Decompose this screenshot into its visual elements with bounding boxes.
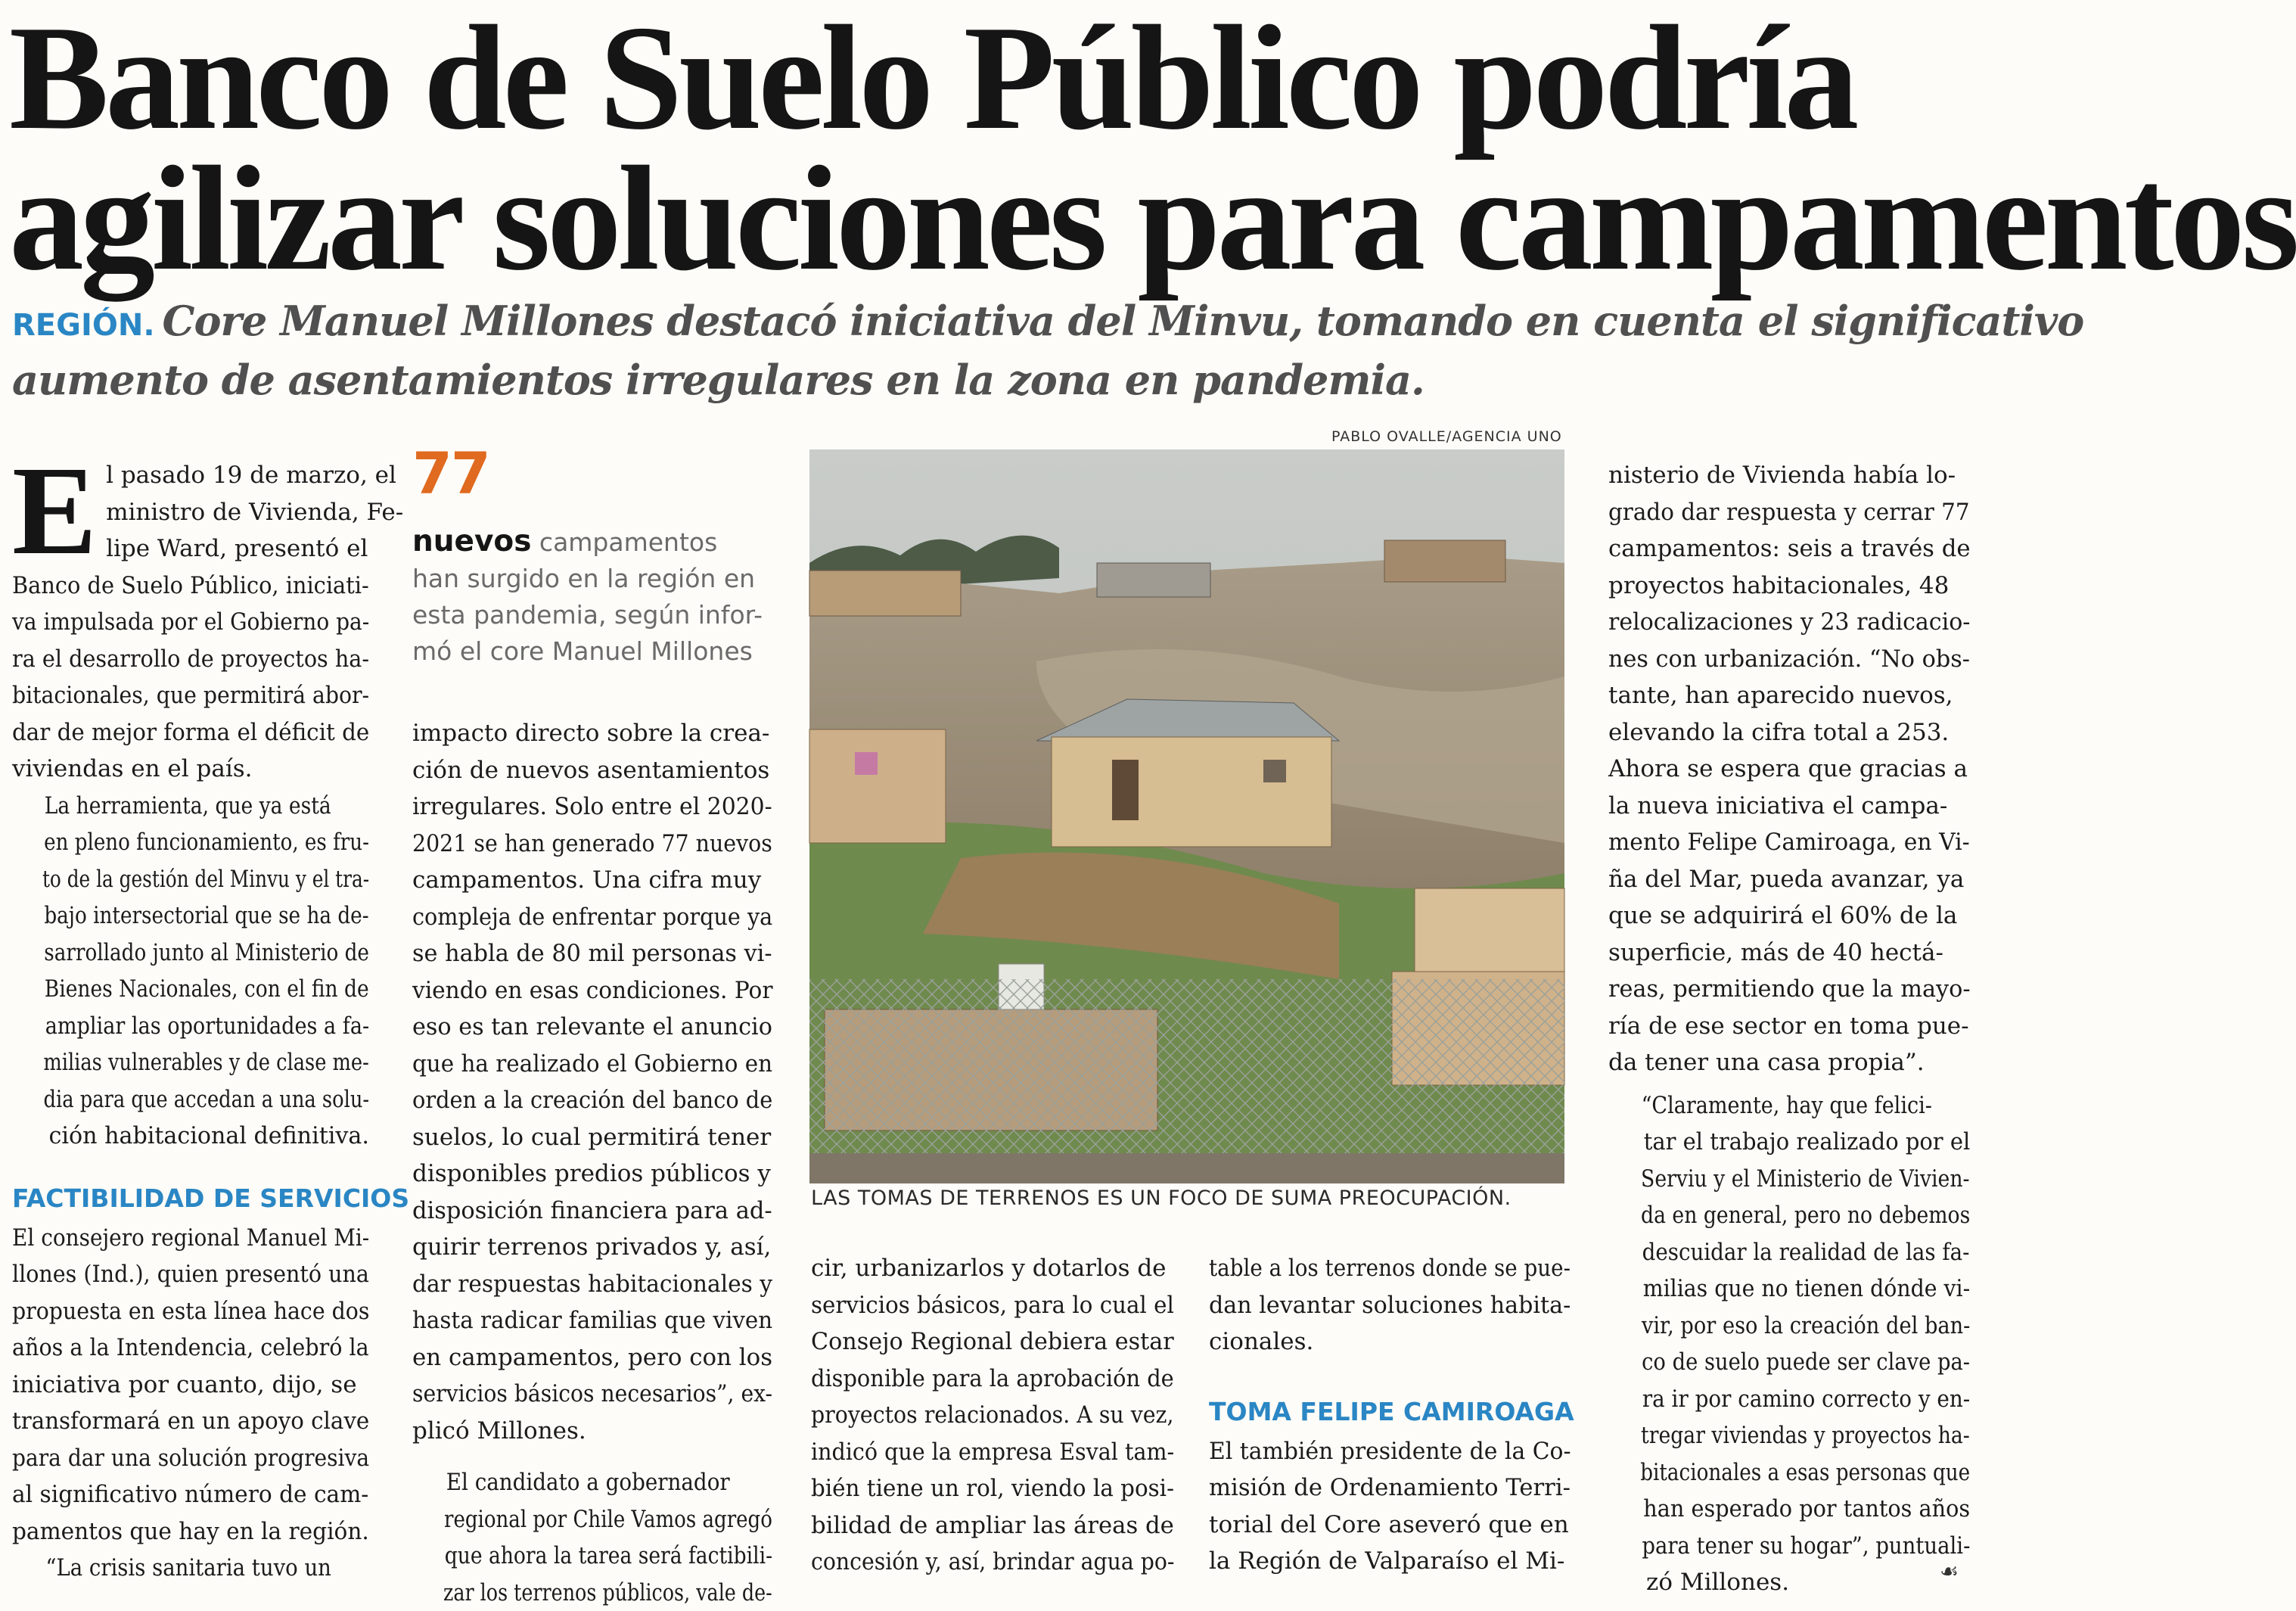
text-line: ra el desarrollo de proyectos ha- [12, 641, 342, 678]
text-line: disponible para la aprobación de [811, 1361, 1148, 1398]
text-line: bilidad de ampliar las áreas de [811, 1507, 1170, 1544]
text-line: ción habitacional definitiva. [12, 1118, 359, 1155]
text-line: torial del Core aseveró que en [1209, 1507, 1571, 1544]
column-2 [412, 715, 772, 1611]
stat-text [412, 524, 775, 670]
text-line: Banco de Suelo Público, iniciati- [12, 568, 343, 605]
stat-line-4: mó el core Manuel Millones [412, 633, 775, 670]
col4-paragraph-2 [1209, 1433, 1571, 1580]
text-line: mento Felipe Camiroaga, en Vi- [1608, 824, 1956, 861]
text-line: bitacionales a esas personas que [1608, 1454, 1914, 1491]
col2-paragraph-2 [412, 1464, 772, 1611]
text-line: “La crisis sanitaria tuvo un [12, 1550, 329, 1587]
text-line: da tener una casa propia”. [1608, 1044, 1970, 1081]
text-line: Bienes Nacionales, con el fin de [12, 971, 318, 1008]
text-line: to de la gestión del Minvu y el tra- [12, 861, 297, 898]
photo-cabin-top-right [1384, 540, 1505, 582]
text-line: relocalizaciones y 23 radicacio- [1608, 604, 1959, 641]
text-line: regional por Chile Vamos agregó [412, 1501, 715, 1538]
text-line: han esperado por tantos años [1608, 1491, 1943, 1528]
text-line: nes con urbanización. “No obs- [1608, 641, 1962, 678]
text-line: bajo intersectorial que se ha de- [12, 897, 315, 935]
text-line: superficie, más de 40 hectá- [1608, 935, 1970, 972]
col1-paragraph-4 [12, 1550, 369, 1587]
text-line: 2021 se han generado 77 nuevos [412, 826, 742, 863]
text-line: indicó que la empresa Esval tam- [811, 1434, 1145, 1471]
text-line: transformará en un apoyo clave [12, 1403, 350, 1440]
text-line: ña del Mar, pueda avanzar, ya [1608, 861, 1970, 898]
photo-caption: LAS TOMAS DE TERRENOS ES UN FOCO DE SUMA PREOCUPACIÓN. [811, 1186, 1512, 1210]
text-line: ra ir por camino correcto y en- [1608, 1381, 1933, 1418]
photo-house-center [1052, 737, 1331, 847]
lead-paragraph [12, 294, 1964, 407]
text-line: Consejo Regional debiera estar [811, 1323, 1165, 1361]
text-line: descuidar la realidad de las fa- [1608, 1234, 1931, 1271]
text-line: plicó Millones. [412, 1413, 772, 1450]
text-line: se habla de 80 mil personas vi- [412, 935, 764, 972]
text-line: El consejero regional Manuel Mi- [12, 1220, 334, 1257]
text-line: servicios básicos necesarios”, ex- [412, 1376, 740, 1413]
text-line: El también presidente de la Co- [1209, 1433, 1557, 1470]
text-line: zar los terrenos públicos, vale de- [412, 1575, 707, 1611]
photo-house-right-upper [1415, 888, 1564, 979]
lead-line-1 [12, 294, 1964, 353]
text-line: “Claramente, hay que felici- [1608, 1087, 1924, 1124]
text-line: que ahora la tarea será factibili- [412, 1538, 720, 1575]
stat-line-1-rest: campamentos [539, 527, 717, 557]
text-line: cir, urbanizarlos y dotarlos de [811, 1250, 1174, 1287]
lead-line-2: aumento de asentamientos irregulares en la zona en pandemia. [12, 353, 1964, 407]
text-line: viviendas en el país. [12, 751, 369, 788]
text-line: que se adquirirá el 60% de la [1608, 897, 1970, 935]
text-line: reas, permitiendo que la mayo- [1608, 971, 1962, 1008]
photo-house-center-window [1263, 760, 1286, 782]
column-1 [12, 457, 369, 1587]
text-line: co de suelo puede ser clave pa- [1608, 1344, 1928, 1381]
section-tag: REGIÓN. [12, 308, 155, 343]
column-4 [1209, 1250, 1571, 1580]
text-line: tante, han aparecido nuevos, [1608, 677, 1970, 714]
text-line: quirir terrenos privados y, así, [412, 1229, 772, 1266]
text-line: disposición financiera para ad- [412, 1193, 766, 1230]
text-line: irregulares. Solo entre el 2020- [412, 788, 759, 826]
text-line: para dar una solución progresiva [12, 1440, 336, 1477]
col2-paragraph-1 [412, 715, 772, 1449]
campamento-photo [809, 449, 1564, 1183]
photo-cabin-top-mid [1097, 563, 1210, 597]
text-line: sarrollado junto al Ministerio de [12, 935, 314, 972]
photo-cabin-top-left [809, 571, 961, 616]
col1-paragraph-2 [12, 788, 369, 1155]
text-line: nisterio de Vivienda había lo- [1608, 457, 1970, 494]
text-line: la nueva iniciativa el campa- [1608, 788, 1970, 825]
text-line: campamentos: seis a través de [1608, 530, 1967, 568]
column-3 [811, 1250, 1174, 1581]
text-line: proyectos habitacionales, 48 [1608, 568, 1970, 605]
text-line: en pleno funcionamiento, es fru- [12, 824, 313, 861]
text-line: suelos, lo cual permitirá tener [412, 1119, 772, 1156]
text-line: va impulsada por el Gobierno pa- [12, 604, 335, 641]
text-line: tar el trabajo realizado por el [1608, 1124, 1946, 1161]
text-line: servicios básicos, para lo cual el [811, 1287, 1154, 1324]
photo-house-left [809, 729, 946, 843]
text-line: eso es tan relevante el anuncio [412, 1009, 763, 1046]
text-line: ría de ese sector en toma pue- [1608, 1008, 1970, 1045]
text-line: concesión y, así, brindar agua po- [811, 1544, 1142, 1581]
text-line: ción de nuevos asentamientos [412, 752, 772, 789]
stat-line-1 [412, 524, 775, 561]
photo-house-left-window [855, 752, 878, 775]
text-line: Serviu y el Ministerio de Vivien- [1608, 1161, 1920, 1198]
text-line: ministro de Vivienda, Fe- [12, 494, 369, 531]
text-line: zó Millones. [1608, 1564, 1970, 1601]
drop-cap: E [12, 460, 97, 561]
headline [9, 8, 1976, 289]
stat-line-3: esta pandemia, según infor- [412, 597, 775, 633]
text-line: proyectos relacionados. A su vez, [811, 1397, 1144, 1434]
text-line: llones (Ind.), quien presentó una [12, 1256, 340, 1293]
text-line: bién tiene un rol, viendo la posi- [811, 1470, 1155, 1507]
text-line: El candidato a gobernador [412, 1464, 735, 1501]
column-5 [1608, 457, 1970, 1601]
text-line: tregar viviendas y proyectos ha- [1608, 1417, 1919, 1454]
text-line: disponibles predios públicos y [412, 1155, 772, 1193]
text-line: dan levantar soluciones habita- [1209, 1287, 1561, 1324]
text-line: grado dar respuesta y cerrar 77 [1608, 494, 1951, 531]
text-line: ampliar las oportunidades a fa- [12, 1008, 325, 1045]
text-line: da en general, pero no debemos [1608, 1197, 1919, 1234]
text-line: años a la Intendencia, celebró la [12, 1330, 341, 1367]
col4-paragraph-1 [1209, 1250, 1571, 1361]
text-line: en campamentos, pero con los [412, 1339, 771, 1376]
col3-paragraph-1 [811, 1250, 1174, 1581]
text-line: campamentos. Una cifra muy [412, 862, 772, 899]
text-line: iniciativa por cuanto, dijo, se [12, 1367, 369, 1404]
subhead-factibilidad: FACTIBILIDAD DE SERVICIOS [12, 1180, 369, 1217]
text-line: propuesta en esta línea hace dos [12, 1293, 339, 1330]
text-line: misión de Ordenamiento Terri- [1209, 1469, 1566, 1507]
photo-ground-strip [809, 1153, 1564, 1183]
stat-number: 77 [412, 443, 489, 504]
col1-paragraph-1 [12, 457, 369, 788]
text-line: La herramienta, que ya está [12, 788, 318, 825]
text-line: Ahora se espera que gracias a [1608, 751, 1970, 788]
text-line: orden a la creación del banco de [412, 1082, 747, 1119]
text-line: la Región de Valparaíso el Mi- [1209, 1543, 1571, 1580]
text-line: milias vulnerables y de clase me- [12, 1044, 308, 1081]
text-line: dar respuestas habitacionales y [412, 1266, 757, 1303]
text-line: lipe Ward, presentó el [12, 530, 369, 568]
lead-line-1-text: Core Manuel Millones destacó iniciativa del Minvu, tomando en cuenta el significativo [163, 297, 2084, 345]
text-line: para tener su hogar”, puntuali- [1608, 1528, 1929, 1565]
text-line: l pasado 19 de marzo, el [12, 457, 369, 494]
col1-paragraph-3 [12, 1220, 369, 1550]
text-line: impacto directo sobre la crea- [412, 715, 772, 752]
text-line: milias que no tienen dónde vi- [1608, 1270, 1939, 1308]
stat-line-2: han surgido en la región en [412, 561, 775, 597]
text-line: elevando la cifra total a 253. [1608, 714, 1970, 751]
headline-line-1: Banco de Suelo Público podría [9, 8, 1976, 148]
text-line: bitacionales, que permitirá abor- [12, 677, 338, 714]
photo-credit: PABLO OVALLE/AGENCIA UNO [1331, 428, 1562, 445]
end-mark-icon: ☙ [1940, 1559, 1959, 1584]
photo-house-center-door [1112, 760, 1139, 820]
text-line: viendo en esas condiciones. Por [412, 972, 756, 1009]
col5-paragraph-1 [1608, 457, 1970, 1081]
subhead-toma-felipe-camiroaga: TOMA FELIPE CAMIROAGA [1209, 1394, 1571, 1430]
text-line: dia para que accedan a una solu- [12, 1081, 309, 1118]
text-line: dar de mejor forma el déficit de [12, 714, 350, 751]
text-line: compleja de enfrentar porque ya [412, 899, 745, 936]
text-line: table a los terrenos donde se pue- [1209, 1250, 1533, 1287]
stat-bold: nuevos [412, 524, 531, 558]
text-line: que ha realizado el Gobierno en [412, 1046, 753, 1083]
text-line: cionales. [1209, 1323, 1571, 1361]
text-line: pamentos que hay en la región. [12, 1513, 353, 1550]
text-line: hasta radicar familias que viven [412, 1302, 753, 1339]
photo-fence [809, 979, 1564, 1183]
text-line: al significativo número de cam- [12, 1476, 353, 1513]
text-line: vir, por eso la creación del ban- [1608, 1308, 1926, 1345]
col5-paragraph-2 [1608, 1087, 1970, 1601]
headline-line-2: agilizar soluciones para campamentos [9, 148, 1976, 289]
